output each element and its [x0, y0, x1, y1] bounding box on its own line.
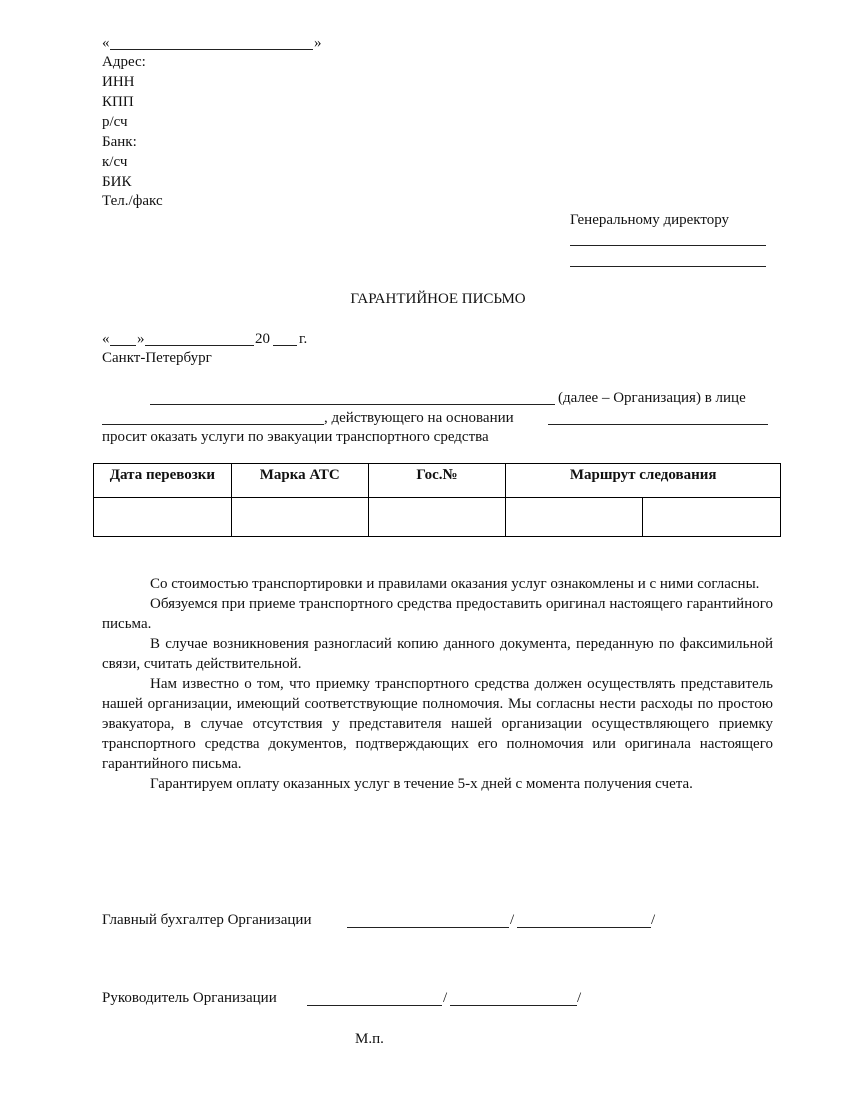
bank-label: Банк:: [102, 134, 137, 150]
cell-date[interactable]: [94, 498, 232, 537]
paragraph: Обязуемся при приеме транспортного средства предоставить оригинал настоящего гарантийного письма.: [102, 596, 773, 632]
stamp-place: М.п.: [355, 1031, 384, 1047]
quote-close: »: [314, 35, 322, 51]
day-blank[interactable]: [110, 345, 136, 346]
head-name-blank[interactable]: [450, 1005, 577, 1006]
paragraph: Со стоимостью транспортировки и правилами оказания услуг ознакомлены и с ними согласны.: [150, 576, 760, 592]
intro-line2-middle: , действующего на основании: [324, 410, 514, 426]
cell-brand[interactable]: [231, 498, 368, 537]
address-label: Адрес:: [102, 54, 146, 70]
year-prefix: 20: [255, 331, 270, 347]
table-header-row: [94, 464, 781, 498]
table-row: [94, 498, 781, 537]
head-slash-1: /: [443, 990, 448, 1006]
bik-label: БИК: [102, 174, 132, 190]
addressee-name-blank[interactable]: [570, 266, 766, 267]
date-quote-open: «: [102, 331, 110, 347]
accountant-label: Главный бухгалтер Организации: [102, 912, 312, 928]
head-slash-2: /: [577, 990, 582, 1006]
year-blank[interactable]: [273, 345, 297, 346]
city: Санкт-Петербург: [102, 350, 212, 366]
header-brand: Марка АТС: [231, 464, 368, 498]
inn-label: ИНН: [102, 74, 135, 90]
accountant-slash-2: /: [651, 912, 656, 928]
header-date: Дата перевозки: [94, 464, 232, 498]
body-text: [102, 574, 773, 794]
representative-blank[interactable]: [102, 424, 324, 425]
quote-open: «: [102, 35, 110, 51]
cell-route-to[interactable]: [643, 498, 781, 537]
header-plate: Гос.№: [368, 464, 506, 498]
intro-line3: просит оказать услуги по эвакуации транспортного средства: [102, 429, 489, 445]
intro-line1-suffix: (далее – Организация) в лице: [558, 390, 746, 406]
org-name-blank[interactable]: [110, 49, 313, 50]
paragraph: В случае возникновения разногласий копию данного документа, переданную по факсимильной связи, считать действительной.: [102, 636, 773, 672]
accountant-slash-1: /: [510, 912, 515, 928]
account-label: р/сч: [102, 114, 128, 130]
head-label: Руководитель Организации: [102, 990, 277, 1006]
paragraph: Гарантируем оплату оказанных услуг в течение 5-х дней с момента получения счета.: [150, 776, 693, 792]
document-title: ГАРАНТИЙНОЕ ПИСЬМО: [350, 291, 526, 307]
transport-table: [93, 463, 781, 537]
corr-account-label: к/сч: [102, 154, 128, 170]
head-signature-blank[interactable]: [307, 1005, 442, 1006]
accountant-signature-blank[interactable]: [347, 927, 509, 928]
basis-blank[interactable]: [548, 424, 768, 425]
header-route: Маршрут следования: [506, 464, 781, 498]
phone-fax-label: Тел./факс: [102, 193, 163, 209]
month-blank[interactable]: [145, 345, 254, 346]
addressee-title: Генеральному директору: [570, 212, 730, 228]
cell-plate[interactable]: [368, 498, 506, 537]
paragraph: Нам известно о том, что приемку транспортного средства должен осуществлять представитель нашей организации, имеющий соответствующие полномочия. Мы согласны нести расходы по простою эвакуатора, в случае отсутствия у представителя нашей организации осуществляющего приемку транспортного средства документов, подтверждающих его полномочия или оригинала настоящего гарантийного письма.: [102, 676, 773, 772]
accountant-name-blank[interactable]: [517, 927, 651, 928]
kpp-label: КПП: [102, 94, 134, 110]
date-quote-close: »: [137, 331, 145, 347]
organization-blank[interactable]: [150, 404, 555, 405]
cell-route-from[interactable]: [506, 498, 643, 537]
year-suffix: г.: [299, 331, 308, 347]
addressee-company-blank[interactable]: [570, 245, 766, 246]
